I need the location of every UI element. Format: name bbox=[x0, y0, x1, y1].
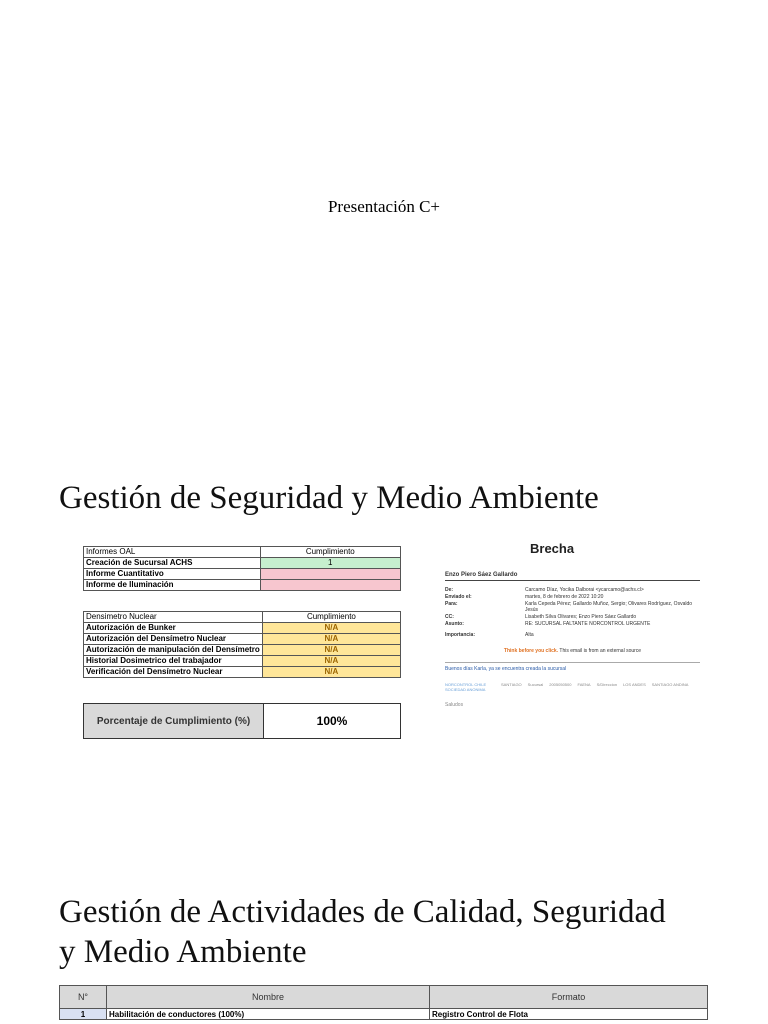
row-value: N/A bbox=[262, 634, 400, 645]
email-field-row bbox=[445, 621, 700, 627]
row-label: Informe Cuantitativo bbox=[84, 569, 261, 580]
header-cell: Nombre bbox=[107, 986, 430, 1009]
field-value: Karla Cepeda Pérez; Gallardo Muñoz, Sergio; Olivares Rodríguez, Osvaldo Jesús bbox=[525, 601, 693, 613]
row-value: N/A bbox=[262, 667, 400, 678]
email-field-row bbox=[445, 587, 700, 593]
row-value bbox=[260, 569, 400, 580]
row-label: Autorización de Bunker bbox=[84, 623, 263, 634]
cell: Sucursal bbox=[527, 682, 544, 687]
row-nombre: Habilitación de conductores (100%) bbox=[107, 1009, 430, 1020]
field-key: Asunto: bbox=[445, 621, 464, 627]
compliance-value: 100% bbox=[264, 704, 401, 739]
densimetro-table bbox=[83, 611, 401, 678]
row-value bbox=[260, 580, 400, 591]
activities-table bbox=[59, 985, 708, 1020]
field-key: Para: bbox=[445, 601, 458, 607]
table-row bbox=[60, 1009, 708, 1020]
field-value: RE: SUCURSAL FALTANTE NORCONTROL URGENTE bbox=[525, 621, 651, 627]
email-body: Buenos días Karla, ya se encuentra creada la sucursal bbox=[445, 662, 700, 672]
table-row bbox=[84, 656, 401, 667]
cell: SANTIAGO ANDINA bbox=[651, 682, 689, 687]
field-value: Lisabeth Silva Olivares; Enzo Piero Sáez Gallardo bbox=[525, 614, 637, 620]
field-key: De: bbox=[445, 587, 454, 593]
heading-line: y Medio Ambiente bbox=[59, 934, 307, 970]
row-label: Autorización del Densímetro Nuclear bbox=[84, 634, 263, 645]
header-cell: Informes OAL bbox=[84, 547, 261, 558]
cell: S/Direccion bbox=[596, 682, 618, 687]
row-value: N/A bbox=[262, 645, 400, 656]
table-row bbox=[84, 558, 401, 569]
row-value: N/A bbox=[262, 656, 400, 667]
field-key: Enviado el: bbox=[445, 594, 472, 600]
field-key: Importancia: bbox=[445, 632, 476, 638]
row-label: Verificación del Densímetro Nuclear bbox=[84, 667, 263, 678]
row-label: Historial Dosimetrico del trabajador bbox=[84, 656, 263, 667]
field-value: Carcamo Díaz, Yocika Dalborai <ycarcamo@achs.cl> bbox=[525, 587, 644, 593]
email-sender: Enzo Piero Sáez Gallardo bbox=[445, 572, 700, 581]
table-header-row bbox=[84, 612, 401, 623]
header-cell: Densimetro Nuclear bbox=[84, 612, 263, 623]
field-key: CC: bbox=[445, 614, 454, 620]
table-header-row bbox=[60, 986, 708, 1009]
table-row bbox=[84, 667, 401, 678]
email-field-row bbox=[445, 632, 700, 638]
email-field-row bbox=[445, 614, 700, 620]
cell: 2005050500 bbox=[549, 682, 572, 687]
header-cell: Cumplimiento bbox=[262, 612, 400, 623]
email-screenshot bbox=[445, 572, 700, 708]
row-value: 1 bbox=[260, 558, 400, 569]
heading-line: Gestión de Actividades de Calidad, Seguridad bbox=[59, 894, 666, 930]
external-warning bbox=[445, 648, 700, 654]
row-value: N/A bbox=[262, 623, 400, 634]
header-cell: Cumplimiento bbox=[260, 547, 400, 558]
cell: LOS ANDES bbox=[623, 682, 646, 687]
table-row bbox=[84, 645, 401, 656]
cell: FAENA bbox=[577, 682, 591, 687]
cell: SANTIAGO bbox=[501, 682, 522, 687]
field-value: martes, 8 de febrero de 2022 10:20 bbox=[525, 594, 604, 600]
email-table-row bbox=[445, 682, 700, 692]
warning-text: This email is from an external source bbox=[559, 648, 642, 654]
warning-highlight: Think before you click. bbox=[503, 648, 559, 654]
table-row bbox=[84, 634, 401, 645]
row-formato: Registro Control de Flota bbox=[430, 1009, 708, 1020]
slide3-heading bbox=[59, 892, 666, 972]
slide2-heading: Gestión de Seguridad y Medio Ambiente bbox=[59, 480, 599, 516]
header-cell: Formato bbox=[430, 986, 708, 1009]
field-value: Alta bbox=[525, 632, 534, 638]
table-row bbox=[84, 623, 401, 634]
compliance-label: Porcentaje de Cumplimiento (%) bbox=[84, 704, 264, 739]
email-field-row bbox=[445, 601, 700, 613]
row-label: Autorización de manipulación del Densímetro bbox=[84, 645, 263, 656]
header-cell: N° bbox=[60, 986, 107, 1009]
brecha-title: Brecha bbox=[530, 541, 575, 556]
cell: NORCONTROL CHILE SOCIEDAD ANONIMA bbox=[445, 682, 487, 692]
table-row bbox=[84, 569, 401, 580]
compliance-percentage-table bbox=[83, 703, 401, 739]
table-row bbox=[84, 580, 401, 591]
oal-table bbox=[83, 546, 401, 591]
row-number: 1 bbox=[60, 1009, 107, 1020]
row-label: Informe de Iluminación bbox=[84, 580, 261, 591]
email-field-row bbox=[445, 594, 700, 600]
row-label: Creación de Sucursal ACHS bbox=[84, 558, 261, 569]
table-header-row bbox=[84, 547, 401, 558]
email-closing: Saludos bbox=[445, 702, 464, 708]
slide1-title: Presentación C+ bbox=[327, 197, 441, 216]
